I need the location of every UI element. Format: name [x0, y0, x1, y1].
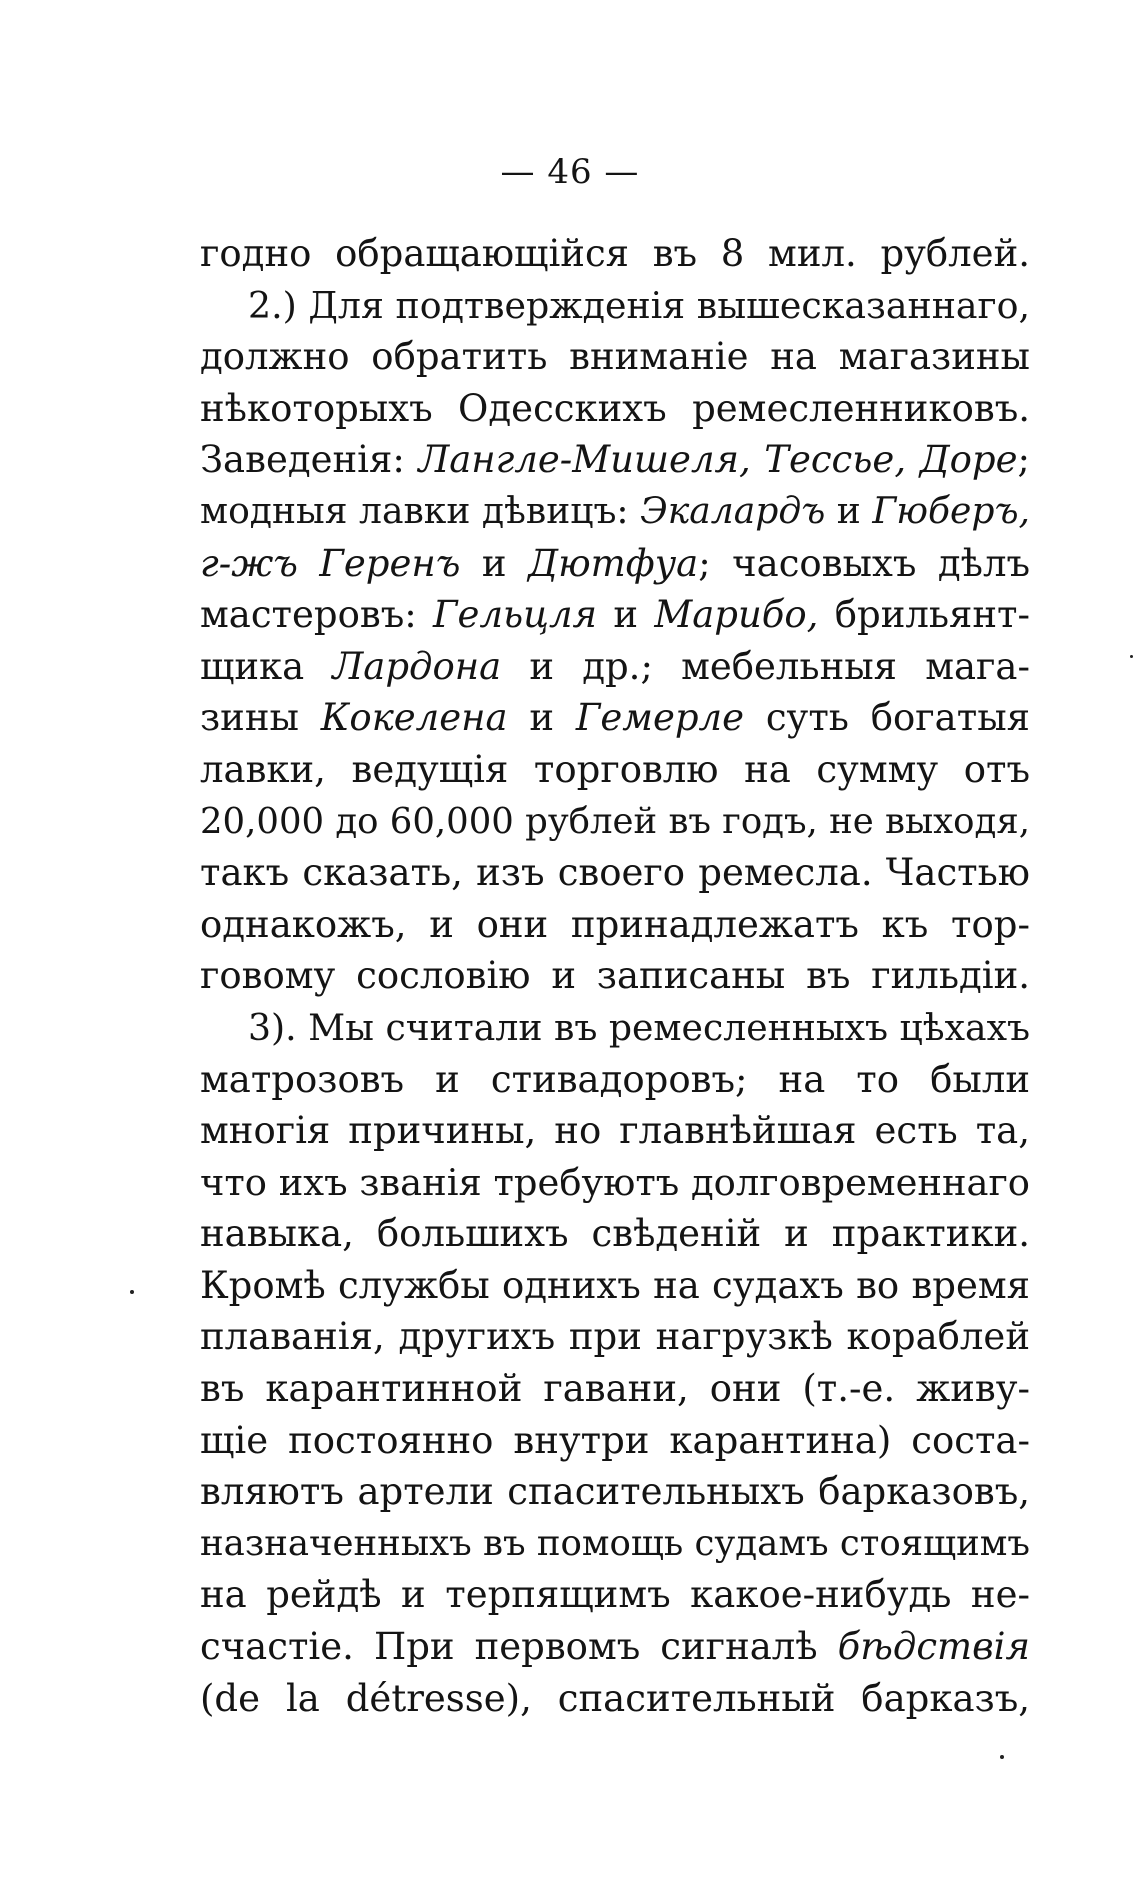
text-segment: щіе постоянно внутри карантина) соста-: [200, 1418, 1030, 1462]
text-line: [200, 950, 1030, 1002]
text-line: [200, 383, 1030, 435]
text-segment: и: [460, 541, 529, 585]
text-segment: однакожъ, и они принадлежатъ къ тор-: [200, 902, 1030, 946]
text-line: [200, 1002, 1030, 1054]
text-line: [200, 280, 1030, 332]
italic-text: Дютфуа: [528, 541, 699, 585]
text-line: [200, 538, 1030, 590]
italic-text: г-жъ Геренъ: [200, 541, 461, 585]
italic-text: Гельцля: [433, 593, 598, 637]
text-line: [200, 1157, 1030, 1209]
italic-text: Экалардъ: [640, 489, 826, 532]
text-line: [200, 744, 1030, 796]
text-segment: вляютъ артели спасительныхъ барказовъ,: [200, 1470, 1030, 1514]
text-segment: модныя лавки дѣвицъ:: [200, 489, 641, 532]
italic-text: бѣдствія: [837, 1625, 1030, 1669]
text-line: [200, 589, 1030, 641]
text-segment: и: [597, 593, 655, 637]
text-segment: Кромѣ службы однихъ на судахъ во время: [200, 1263, 1030, 1307]
text-segment: мастеровъ:: [200, 593, 434, 637]
text-line: [200, 1673, 1030, 1725]
text-line: [200, 641, 1030, 693]
text-segment: щика: [200, 644, 333, 688]
text-segment: на рейдѣ и терпящимъ какое-нибудь не-: [200, 1573, 1030, 1617]
text-segment: что ихъ званія требуютъ долговременнаго: [200, 1160, 1030, 1204]
print-speck: [130, 1290, 134, 1294]
text-segment: и др.; мебельныя мага-: [501, 644, 1030, 688]
text-segment: нѣкоторыхъ Одесскихъ ремесленниковъ.: [200, 386, 1030, 430]
text-segment: навыка, большихъ свѣденій и практики.: [200, 1212, 1030, 1256]
text-segment: такъ сказать, изъ своего ремесла. Частью: [200, 851, 1030, 895]
text-line: [200, 692, 1030, 744]
italic-text: Лардона: [332, 644, 502, 688]
text-line: [200, 1621, 1030, 1673]
text-line: [200, 1518, 1030, 1570]
text-segment: Заведенія:: [200, 438, 419, 482]
text-segment: назначенныхъ въ помощь судамъ стоящимъ: [200, 1522, 1030, 1564]
text-line: [200, 1105, 1030, 1157]
text-segment: 20,000 до 60,000 рублей въ годъ, не выходя,: [200, 800, 1030, 842]
italic-text: Гемерле: [575, 696, 744, 740]
text-segment: зины: [200, 696, 321, 740]
text-segment: 2.) Для подтвержденія вышесказаннаго,: [248, 283, 1030, 327]
text-line: [200, 1466, 1030, 1518]
text-segment: должно обратить вниманіе на магазины: [200, 335, 1030, 379]
italic-text: Кокелена: [320, 696, 508, 740]
print-speck: [1130, 655, 1133, 658]
text-line: [200, 1311, 1030, 1363]
text-line: [200, 796, 1030, 848]
text-line: [200, 486, 1030, 538]
text-segment: ; часовыхъ дѣлъ: [698, 541, 1030, 585]
text-segment: (de la détresse), спасительный барказъ,: [200, 1676, 1030, 1720]
text-line: [200, 1569, 1030, 1621]
text-line: [200, 1415, 1030, 1467]
text-line: [200, 899, 1030, 951]
text-segment: матрозовъ и стивадоровъ; на то были: [200, 1057, 1030, 1101]
text-segment: и: [507, 696, 576, 740]
text-segment: счастіе. При первомъ сигналѣ: [200, 1625, 838, 1669]
text-segment: 3). Мы считали въ ремесленныхъ цѣхахъ: [248, 1005, 1030, 1049]
italic-text: Гюберъ,: [872, 489, 1030, 532]
print-speck: [1000, 1755, 1004, 1759]
italic-text: Лангле-Мишеля, Тессье, Доре: [418, 438, 1018, 482]
text-line: [200, 1363, 1030, 1415]
italic-text: Марибо,: [654, 593, 819, 637]
text-segment: годно обращающійся въ 8 мил. рублей.: [200, 232, 1030, 275]
text-line: [200, 847, 1030, 899]
text-line: [200, 434, 1030, 486]
text-segment: ;: [1017, 438, 1030, 482]
text-segment: говому сословію и записаны въ гильдіи.: [200, 954, 1030, 998]
text-segment: плаванія, другихъ при нагрузкѣ кораблей: [200, 1315, 1030, 1359]
page-number: — 46 —: [500, 152, 640, 192]
text-segment: многія причины, но главнѣйшая есть та,: [200, 1109, 1030, 1153]
text-segment: въ карантинной гавани, они (т.-е. живу-: [200, 1367, 1030, 1411]
text-segment: брильянт-: [818, 593, 1030, 637]
text-line: [200, 331, 1030, 383]
body-text: [200, 228, 1030, 1724]
text-line: [200, 1208, 1030, 1260]
text-line: [200, 228, 1030, 280]
text-segment: лавки, ведущія торговлю на сумму отъ: [200, 747, 1030, 791]
text-line: [200, 1260, 1030, 1312]
text-segment: суть богатыя: [744, 696, 1031, 740]
text-line: [200, 1054, 1030, 1106]
text-segment: и: [825, 489, 873, 532]
